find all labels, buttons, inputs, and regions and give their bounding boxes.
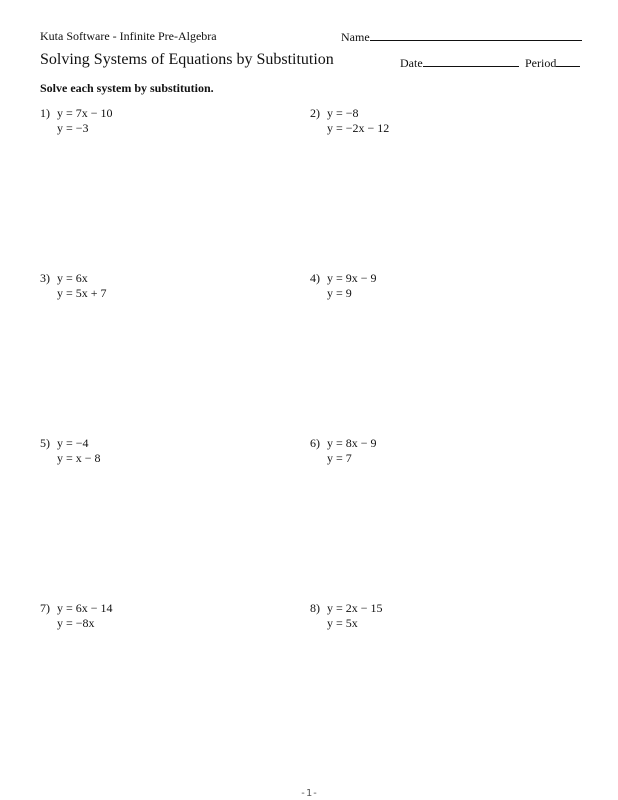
publisher-label: Kuta Software - Infinite Pre-Algebra [40, 29, 217, 43]
equation-1: y = 6x − 14 [57, 601, 113, 615]
equation-2: y = 7 [327, 451, 352, 465]
name-field [341, 29, 582, 45]
name-label: Name [341, 30, 370, 44]
date-field [400, 55, 519, 71]
date-blank-line [423, 55, 519, 67]
problem-number: 4) [310, 271, 320, 285]
problem-number: 3) [40, 271, 50, 285]
equation-1: y = 7x − 10 [57, 106, 113, 120]
equation-1: y = −4 [57, 436, 89, 450]
equation-2: y = 5x [327, 616, 358, 630]
equation-2: y = −2x − 12 [327, 121, 390, 135]
equation-1: y = 6x [57, 271, 88, 285]
problem-number: 1) [40, 106, 50, 120]
problem-number: 7) [40, 601, 50, 615]
problem-number: 2) [310, 106, 320, 120]
equation-2: y = −3 [57, 121, 89, 135]
equation-2: y = x − 8 [57, 451, 101, 465]
equation-1: y = 2x − 15 [327, 601, 383, 615]
equation-1: y = 8x − 9 [327, 436, 377, 450]
problem-number: 5) [40, 436, 50, 450]
period-label: Period [525, 56, 557, 70]
problem-number: 6) [310, 436, 320, 450]
equation-1: y = 9x − 9 [327, 271, 377, 285]
page-number: -1- [299, 788, 319, 799]
equation-1: y = −8 [327, 106, 359, 120]
period-blank-line [556, 55, 580, 67]
equation-2: y = 5x + 7 [57, 286, 107, 300]
equation-2: y = −8x [57, 616, 95, 630]
instructions: Solve each system by substitution. [40, 81, 214, 95]
date-label: Date [400, 56, 423, 70]
period-field [525, 55, 580, 71]
equation-2: y = 9 [327, 286, 352, 300]
name-blank-line [370, 29, 582, 41]
worksheet-title: Solving Systems of Equations by Substitution [40, 51, 334, 68]
problem-number: 8) [310, 601, 320, 615]
